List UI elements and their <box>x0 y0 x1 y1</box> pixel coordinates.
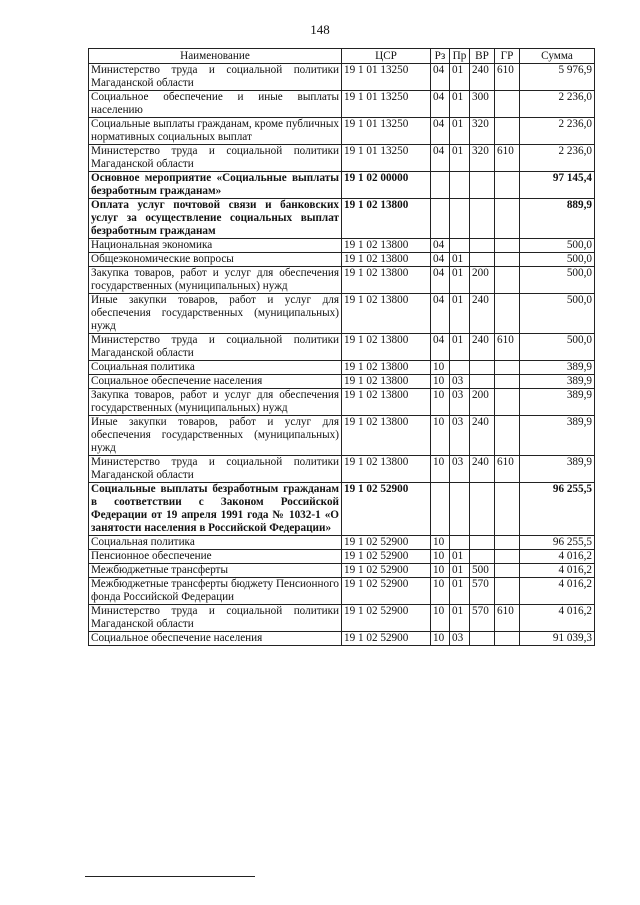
table-header-row <box>89 49 595 64</box>
cell-rz: 04 <box>431 267 450 294</box>
cell-vr: 320 <box>470 118 495 145</box>
cell-name: Социальное обеспечение населения <box>89 375 342 389</box>
cell-sum: 389,9 <box>520 361 595 375</box>
cell-sum: 500,0 <box>520 294 595 334</box>
cell-vr <box>470 239 495 253</box>
cell-csr: 19 1 02 13800 <box>342 456 431 483</box>
cell-sum: 97 145,4 <box>520 172 595 199</box>
cell-gr <box>495 550 520 564</box>
column-header-sum: Сумма <box>520 49 595 64</box>
cell-name: Министерство труда и социальной политики Магаданской области <box>89 64 342 91</box>
cell-pr: 03 <box>450 456 470 483</box>
cell-sum: 96 255,5 <box>520 483 595 536</box>
cell-vr: 570 <box>470 605 495 632</box>
cell-rz <box>431 483 450 536</box>
table-row <box>89 239 595 253</box>
cell-name: Пенсионное обеспечение <box>89 550 342 564</box>
table-body <box>89 64 595 646</box>
cell-pr <box>450 483 470 536</box>
cell-name: Закупка товаров, работ и услуг для обеспечения государственных (муниципальных) нужд <box>89 267 342 294</box>
cell-rz: 04 <box>431 64 450 91</box>
cell-vr <box>470 483 495 536</box>
cell-name: Межбюджетные трансферты бюджету Пенсионного фонда Российской Федерации <box>89 578 342 605</box>
cell-csr: 19 1 02 13800 <box>342 361 431 375</box>
cell-rz: 10 <box>431 605 450 632</box>
cell-sum: 389,9 <box>520 416 595 456</box>
cell-vr: 500 <box>470 564 495 578</box>
cell-sum: 4 016,2 <box>520 550 595 564</box>
cell-vr <box>470 632 495 646</box>
table-row <box>89 294 595 334</box>
cell-rz <box>431 172 450 199</box>
column-header-rz: Рз <box>431 49 450 64</box>
cell-rz <box>431 199 450 239</box>
cell-gr: 610 <box>495 456 520 483</box>
cell-rz: 04 <box>431 145 450 172</box>
table-row <box>89 145 595 172</box>
cell-name: Министерство труда и социальной политики Магаданской области <box>89 145 342 172</box>
cell-csr: 19 1 02 13800 <box>342 267 431 294</box>
cell-name: Национальная экономика <box>89 239 342 253</box>
cell-csr: 19 1 02 52900 <box>342 550 431 564</box>
table-row <box>89 389 595 416</box>
cell-sum: 4 016,2 <box>520 605 595 632</box>
cell-gr <box>495 253 520 267</box>
cell-name: Основное мероприятие «Социальные выплаты безработным гражданам» <box>89 172 342 199</box>
cell-pr: 01 <box>450 64 470 91</box>
cell-vr: 300 <box>470 91 495 118</box>
table-row <box>89 632 595 646</box>
cell-name: Социальная политика <box>89 361 342 375</box>
budget-table <box>88 48 595 646</box>
cell-vr: 240 <box>470 64 495 91</box>
cell-rz: 04 <box>431 334 450 361</box>
table-row <box>89 550 595 564</box>
cell-rz: 04 <box>431 294 450 334</box>
cell-name: Иные закупки товаров, работ и услуг для обеспечения государственных (муниципальных) нужд <box>89 294 342 334</box>
cell-vr: 240 <box>470 456 495 483</box>
cell-vr: 240 <box>470 334 495 361</box>
table-row <box>89 361 595 375</box>
column-header-pr: Пр <box>450 49 470 64</box>
cell-pr <box>450 536 470 550</box>
cell-gr <box>495 536 520 550</box>
cell-pr: 03 <box>450 389 470 416</box>
cell-name: Социальное обеспечение и иные выплаты населению <box>89 91 342 118</box>
cell-sum: 889,9 <box>520 199 595 239</box>
cell-csr: 19 1 02 13800 <box>342 199 431 239</box>
cell-name: Министерство труда и социальной политики Магаданской области <box>89 334 342 361</box>
cell-gr <box>495 375 520 389</box>
page-number: 148 <box>310 22 330 37</box>
cell-name: Межбюджетные трансферты <box>89 564 342 578</box>
column-header-gr: ГР <box>495 49 520 64</box>
cell-gr: 610 <box>495 145 520 172</box>
table-row <box>89 578 595 605</box>
cell-vr <box>470 172 495 199</box>
cell-rz: 10 <box>431 550 450 564</box>
cell-gr <box>495 239 520 253</box>
table-row <box>89 483 595 536</box>
cell-rz: 10 <box>431 375 450 389</box>
cell-gr <box>495 564 520 578</box>
cell-sum: 4 016,2 <box>520 564 595 578</box>
cell-pr: 01 <box>450 605 470 632</box>
cell-name: Общеэкономические вопросы <box>89 253 342 267</box>
cell-sum: 2 236,0 <box>520 145 595 172</box>
cell-sum: 4 016,2 <box>520 578 595 605</box>
table-row <box>89 564 595 578</box>
cell-gr <box>495 416 520 456</box>
cell-gr <box>495 483 520 536</box>
column-header-name: Наименование <box>89 49 342 64</box>
cell-sum: 389,9 <box>520 375 595 389</box>
table-row <box>89 118 595 145</box>
cell-rz: 10 <box>431 389 450 416</box>
cell-csr: 19 1 02 52900 <box>342 536 431 550</box>
cell-rz: 04 <box>431 239 450 253</box>
cell-rz: 10 <box>431 416 450 456</box>
cell-pr <box>450 172 470 199</box>
cell-sum: 500,0 <box>520 267 595 294</box>
cell-sum: 5 976,9 <box>520 64 595 91</box>
cell-sum: 91 039,3 <box>520 632 595 646</box>
cell-rz: 04 <box>431 118 450 145</box>
cell-csr: 19 1 02 13800 <box>342 294 431 334</box>
cell-sum: 2 236,0 <box>520 118 595 145</box>
cell-csr: 19 1 02 13800 <box>342 253 431 267</box>
table-row <box>89 172 595 199</box>
cell-vr <box>470 536 495 550</box>
cell-vr: 570 <box>470 578 495 605</box>
cell-gr <box>495 267 520 294</box>
cell-csr: 19 1 02 52900 <box>342 483 431 536</box>
table-row <box>89 64 595 91</box>
table-row <box>89 536 595 550</box>
cell-gr <box>495 91 520 118</box>
cell-csr: 19 1 01 13250 <box>342 118 431 145</box>
cell-csr: 19 1 02 13800 <box>342 375 431 389</box>
cell-pr: 01 <box>450 267 470 294</box>
cell-vr <box>470 375 495 389</box>
cell-pr: 01 <box>450 334 470 361</box>
cell-pr: 01 <box>450 253 470 267</box>
table-row <box>89 334 595 361</box>
cell-rz: 10 <box>431 632 450 646</box>
cell-pr: 03 <box>450 375 470 389</box>
cell-pr: 01 <box>450 294 470 334</box>
cell-csr: 19 1 02 52900 <box>342 605 431 632</box>
cell-name: Социальные выплаты гражданам, кроме публичных нормативных социальных выплат <box>89 118 342 145</box>
cell-name: Социальные выплаты безработным гражданам в соответствии с Законом Российской Федерации от 19 апреля 1991 года № 1032-1 «О занятости населения в Российской Федерации» <box>89 483 342 536</box>
table-row <box>89 375 595 389</box>
cell-rz: 10 <box>431 578 450 605</box>
cell-pr: 01 <box>450 118 470 145</box>
cell-csr: 19 1 02 13800 <box>342 416 431 456</box>
cell-csr: 19 1 02 13800 <box>342 239 431 253</box>
cell-csr: 19 1 02 52900 <box>342 632 431 646</box>
cell-csr: 19 1 02 00000 <box>342 172 431 199</box>
cell-vr: 320 <box>470 145 495 172</box>
cell-gr <box>495 118 520 145</box>
cell-rz: 10 <box>431 564 450 578</box>
cell-name: Социальное обеспечение населения <box>89 632 342 646</box>
cell-gr <box>495 361 520 375</box>
cell-vr <box>470 199 495 239</box>
cell-sum: 2 236,0 <box>520 91 595 118</box>
cell-csr: 19 1 01 13250 <box>342 145 431 172</box>
cell-sum: 96 255,5 <box>520 536 595 550</box>
table-row <box>89 91 595 118</box>
column-header-vr: ВР <box>470 49 495 64</box>
cell-sum: 389,9 <box>520 389 595 416</box>
cell-rz: 10 <box>431 456 450 483</box>
cell-name: Иные закупки товаров, работ и услуг для обеспечения государственных (муниципальных) нужд <box>89 416 342 456</box>
cell-sum: 500,0 <box>520 334 595 361</box>
cell-gr <box>495 172 520 199</box>
cell-gr <box>495 199 520 239</box>
footnote-divider <box>85 876 255 877</box>
cell-vr <box>470 253 495 267</box>
cell-pr: 01 <box>450 91 470 118</box>
cell-rz: 10 <box>431 361 450 375</box>
cell-vr <box>470 550 495 564</box>
column-header-csr: ЦСР <box>342 49 431 64</box>
cell-name: Социальная политика <box>89 536 342 550</box>
cell-pr: 01 <box>450 145 470 172</box>
cell-csr: 19 1 01 13250 <box>342 64 431 91</box>
cell-name: Закупка товаров, работ и услуг для обеспечения государственных (муниципальных) нужд <box>89 389 342 416</box>
cell-vr <box>470 361 495 375</box>
cell-csr: 19 1 02 52900 <box>342 578 431 605</box>
cell-gr: 610 <box>495 334 520 361</box>
cell-sum: 500,0 <box>520 253 595 267</box>
cell-csr: 19 1 02 52900 <box>342 564 431 578</box>
cell-pr: 01 <box>450 578 470 605</box>
cell-gr <box>495 294 520 334</box>
table-row <box>89 416 595 456</box>
cell-vr: 200 <box>470 389 495 416</box>
cell-rz: 04 <box>431 91 450 118</box>
cell-name: Министерство труда и социальной политики Магаданской области <box>89 456 342 483</box>
cell-csr: 19 1 02 13800 <box>342 334 431 361</box>
cell-sum: 500,0 <box>520 239 595 253</box>
cell-csr: 19 1 01 13250 <box>342 91 431 118</box>
cell-pr: 03 <box>450 632 470 646</box>
cell-csr: 19 1 02 13800 <box>342 389 431 416</box>
cell-pr <box>450 239 470 253</box>
cell-gr: 610 <box>495 605 520 632</box>
cell-rz: 04 <box>431 253 450 267</box>
cell-rz: 10 <box>431 536 450 550</box>
cell-pr: 03 <box>450 416 470 456</box>
cell-name: Оплата услуг почтовой связи и банковских услуг за осуществление социальных выплат безработным гражданам <box>89 199 342 239</box>
cell-gr <box>495 389 520 416</box>
table-row <box>89 199 595 239</box>
cell-pr: 01 <box>450 550 470 564</box>
cell-vr: 240 <box>470 416 495 456</box>
cell-name: Министерство труда и социальной политики Магаданской области <box>89 605 342 632</box>
cell-pr <box>450 199 470 239</box>
table-row <box>89 456 595 483</box>
cell-gr <box>495 632 520 646</box>
table-row <box>89 253 595 267</box>
cell-gr <box>495 578 520 605</box>
table-row <box>89 267 595 294</box>
cell-sum: 389,9 <box>520 456 595 483</box>
table-row <box>89 605 595 632</box>
cell-gr: 610 <box>495 64 520 91</box>
cell-pr: 01 <box>450 564 470 578</box>
cell-vr: 200 <box>470 267 495 294</box>
cell-vr: 240 <box>470 294 495 334</box>
cell-pr <box>450 361 470 375</box>
